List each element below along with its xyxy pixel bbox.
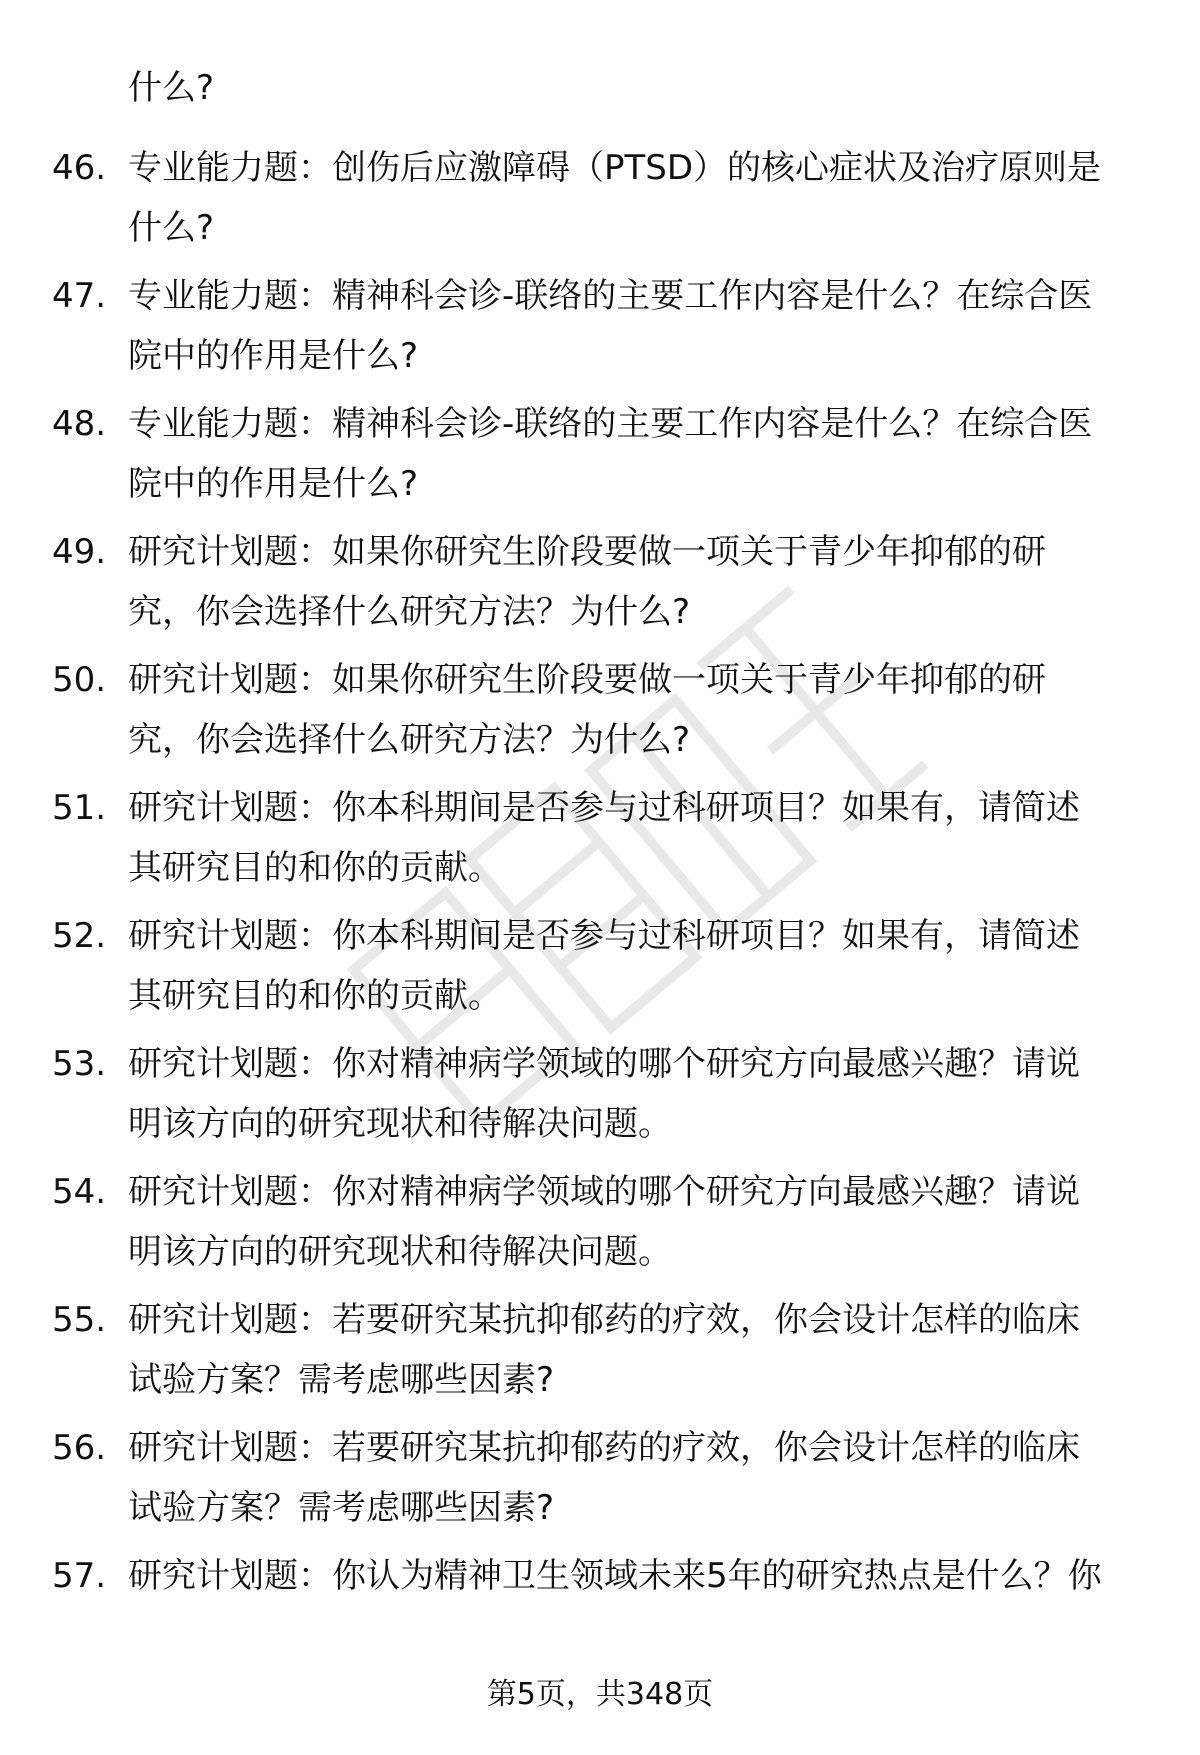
question-item [0, 906, 1200, 1034]
question-item [0, 394, 1200, 522]
question-number: 49. [52, 532, 107, 572]
question-line: 研究计划题：若要研究某抗抑郁药的疗效，你会设计怎样的临床 [128, 1300, 1080, 1340]
question-item [0, 1034, 1200, 1162]
question-item [0, 522, 1200, 650]
question-text [128, 906, 1168, 1026]
question-line: 研究计划题：如果你研究生阶段要做一项关于青少年抑郁的研 [128, 532, 1046, 572]
question-line: 其研究目的和你的贡献。 [128, 976, 502, 1016]
question-line: 其研究目的和你的贡献。 [128, 848, 502, 888]
question-line: 研究计划题：你对精神病学领域的哪个研究方向最感兴趣？请说 [128, 1172, 1080, 1212]
question-text [128, 650, 1168, 770]
question-number: 50. [52, 660, 107, 700]
question-text [128, 1034, 1168, 1154]
question-line: 试验方案？需考虑哪些因素? [128, 1488, 555, 1528]
question-line: 研究计划题：如果你研究生阶段要做一项关于青少年抑郁的研 [128, 660, 1046, 700]
question-text [128, 778, 1168, 898]
question-line: 试验方案？需考虑哪些因素? [128, 1360, 555, 1400]
question-list [0, 138, 1200, 1674]
question-line: 明该方向的研究现状和待解决问题。 [128, 1232, 672, 1272]
question-text [128, 1546, 1168, 1606]
question-line: 研究计划题：你本科期间是否参与过科研项目？如果有，请简述 [128, 788, 1080, 828]
question-number: 52. [52, 916, 107, 956]
question-text [128, 138, 1168, 258]
question-number: 54. [52, 1172, 107, 1212]
question-text [128, 1290, 1168, 1410]
question-number: 53. [52, 1044, 107, 1084]
question-text [128, 394, 1168, 514]
question-line: 院中的作用是什么? [128, 464, 419, 504]
question-line: 研究计划题：若要研究某抗抑郁药的疗效，你会设计怎样的临床 [128, 1428, 1080, 1468]
question-number: 46. [52, 148, 107, 188]
question-text [128, 1418, 1168, 1538]
question-text [128, 266, 1168, 386]
question-item [0, 266, 1200, 394]
continued-question-text: 什么? [128, 68, 215, 108]
question-item [0, 778, 1200, 906]
question-item [0, 1418, 1200, 1546]
question-line: 究，你会选择什么研究方法？为什么? [128, 592, 691, 632]
question-item [0, 1290, 1200, 1418]
question-line: 院中的作用是什么? [128, 336, 419, 376]
question-line: 研究计划题：你对精神病学领域的哪个研究方向最感兴趣？请说 [128, 1044, 1080, 1084]
question-number: 55. [52, 1300, 107, 1340]
page-number-footer: 第5页，共348页 [486, 1677, 714, 1712]
question-text [128, 522, 1168, 642]
question-number: 56. [52, 1428, 107, 1468]
question-item [0, 650, 1200, 778]
question-item [0, 138, 1200, 266]
question-number: 47. [52, 276, 107, 316]
question-item [0, 1162, 1200, 1290]
question-line: 专业能力题：创伤后应激障碍（PTSD）的核心症状及治疗原则是 [128, 148, 1102, 188]
question-line: 研究计划题：你认为精神卫生领域未来5年的研究热点是什么？你 [128, 1556, 1102, 1596]
question-number: 51. [52, 788, 107, 828]
question-line: 明该方向的研究现状和待解决问题。 [128, 1104, 672, 1144]
question-item [0, 1546, 1200, 1674]
question-number: 48. [52, 404, 107, 444]
question-line: 究，你会选择什么研究方法？为什么? [128, 720, 691, 760]
question-line: 专业能力题：精神科会诊-联络的主要工作内容是什么？在综合医 [128, 404, 1093, 444]
question-line: 专业能力题：精神科会诊-联络的主要工作内容是什么？在综合医 [128, 276, 1093, 316]
question-text [128, 1162, 1168, 1282]
question-line: 什么? [128, 208, 215, 248]
question-number: 57. [52, 1556, 107, 1596]
question-line: 研究计划题：你本科期间是否参与过科研项目？如果有，请简述 [128, 916, 1080, 956]
